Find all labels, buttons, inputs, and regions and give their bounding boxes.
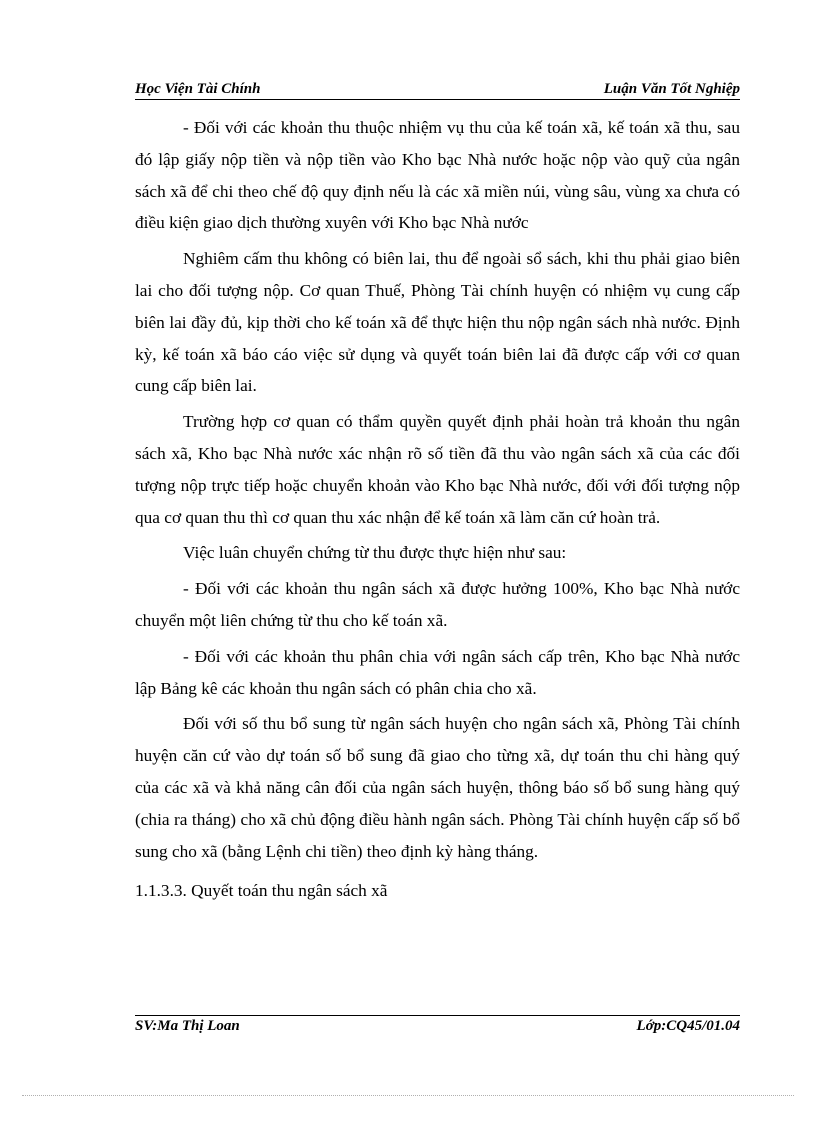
footer-class: Lớp:CQ45/01.04	[636, 1018, 740, 1034]
page-header	[135, 78, 740, 100]
header-institution: Học Viện Tài Chính	[135, 81, 261, 97]
paragraph-3: Trường hợp cơ quan có thẩm quyền quyết định phải hoàn trả khoản thu ngân sách xã, Kho bạc Nhà nước xác nhận rõ số tiền đã thu vào ngân sách xã của các đối tượng nộp trực tiếp hoặc chuyển khoản vào Kho bạc Nhà nước, đối với đối tượng nộp qua cơ quan thu thì cơ quan thu xác nhận để kế toán xã làm căn cứ hoàn trả.	[135, 412, 740, 527]
paragraph-2: Nghiêm cấm thu không có biên lai, thu để ngoài sổ sách, khi thu phải giao biên lai cho đối tượng nộp. Cơ quan Thuế, Phòng Tài chính huyện có nhiệm vụ cung cấp biên lai đầy đủ, kịp thời cho kế toán xã để thực hiện thu nộp ngân sách nhà nước. Định kỳ, kế toán xã báo cáo việc sử dụng và quyết toán biên lai đã được cấp với cơ quan cung cấp biên lai.	[135, 249, 740, 396]
section-heading: 1.1.3.3. Quyết toán thu ngân sách xã	[135, 881, 388, 901]
footer-student: SV:Ma Thị Loan	[135, 1018, 240, 1034]
page-footer	[135, 1015, 740, 1044]
paragraph-5: - Đối với các khoản thu ngân sách xã được hưởng 100%, Kho bạc Nhà nước chuyển một liên chứng từ thu cho kế toán xã.	[135, 579, 740, 630]
paragraph-1: - Đối với các khoản thu thuộc nhiệm vụ thu của kế toán xã, kế toán xã thu, sau đó lập giấy nộp tiền và nộp tiền vào Kho bạc Nhà nước hoặc nộp vào quỹ của ngân sách xã để chi theo chế độ quy định nếu là các xã miền núi, vùng sâu, vùng xa chưa có điều kiện giao dịch thường xuyên với Kho bạc Nhà nước	[135, 118, 740, 233]
page-edge-divider	[22, 1095, 794, 1096]
header-document-type: Luận Văn Tốt Nghiệp	[603, 81, 740, 97]
document-body	[135, 112, 740, 907]
paragraph-6: - Đối với các khoản thu phân chia với ngân sách cấp trên, Kho bạc Nhà nước lập Bảng kê các khoản thu ngân sách có phân chia cho xã.	[135, 646, 740, 698]
paragraph-7: Đối với số thu bổ sung từ ngân sách huyện cho ngân sách xã, Phòng Tài chính huyện căn cứ vào dự toán số bổ sung đã giao cho từng xã, dự toán thu chi hàng quý của các xã và khả năng cân đối của ngân sách huyện, thông báo số bổ sung hàng quý (chia ra tháng) cho xã chủ động điều hành ngân sách. Phòng Tài chính huyện cấp số bổ sung cho xã (bằng Lệnh chi tiền) theo định kỳ hàng tháng.	[135, 714, 740, 861]
paragraph-4: Việc luân chuyển chứng từ thu được thực hiện như sau:	[183, 543, 567, 563]
